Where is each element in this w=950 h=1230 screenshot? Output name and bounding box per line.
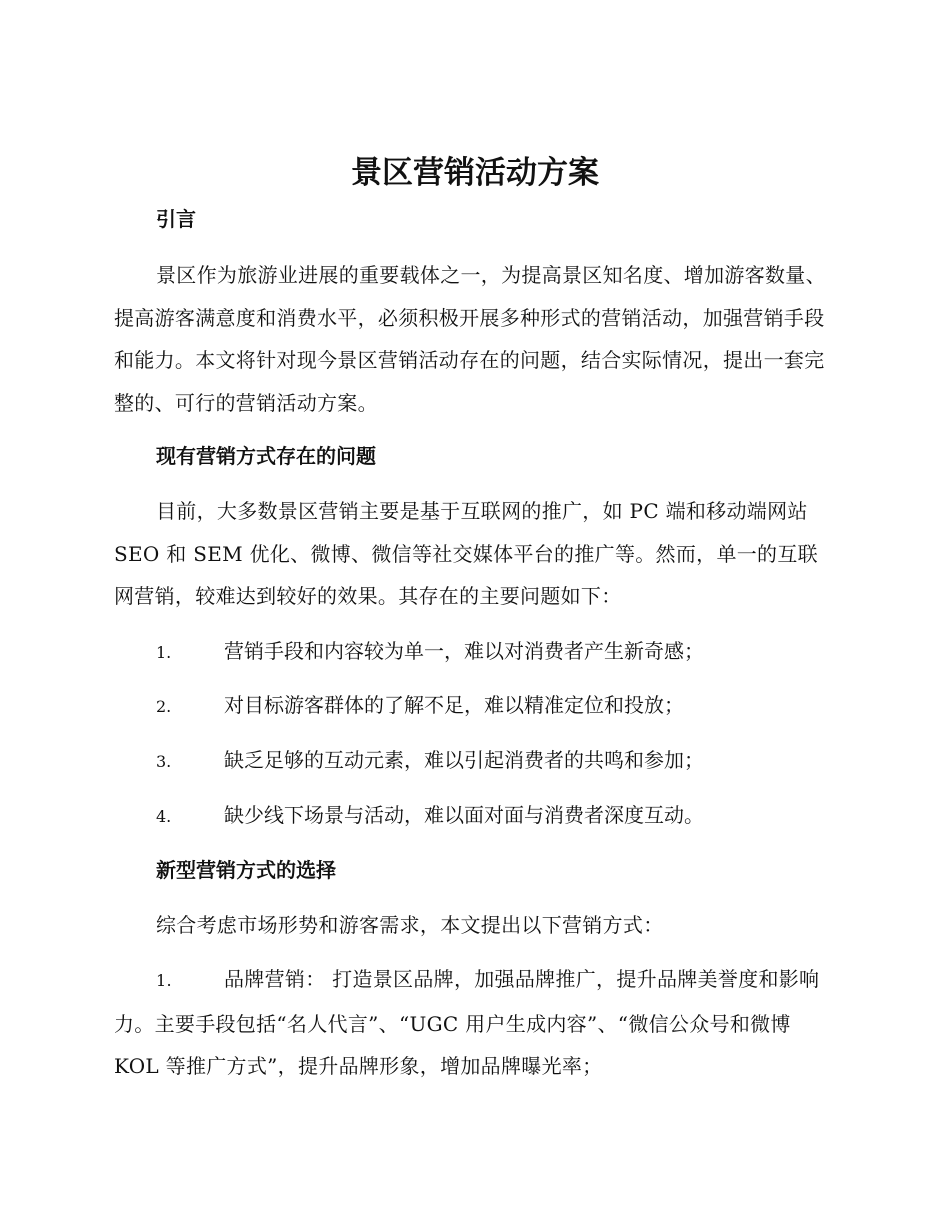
list-number: 1. <box>156 643 172 662</box>
list-item <box>156 800 846 832</box>
list-number: 3. <box>156 752 172 771</box>
document-title: 景区营销活动方案 <box>351 155 599 191</box>
section-heading-new-methods: 新型营销方式的选择 <box>156 858 336 882</box>
problems-paragraph: 目前，大多数景区营销主要是基于互联网的推广，如 PC 端和移动端网站 SEO 和 SEM 优化、微博、微信等社交媒体平台的推广等。然而，单一的互联网营销，较难达到较好的效果。其存在的主要问题如下： <box>114 499 818 608</box>
list-item <box>156 745 846 777</box>
list-number: 4. <box>156 807 172 826</box>
section-heading-intro: 引言 <box>156 207 196 231</box>
list-text: 缺乏足够的互动元素，难以引起消费者的共鸣和参加； <box>224 748 704 772</box>
list-text: 对目标游客群体的了解不足，难以精准定位和投放； <box>224 693 684 717</box>
list-text: 营销手段和内容较为单一，难以对消费者产生新奇感； <box>224 639 704 663</box>
list-item <box>114 958 840 1088</box>
new-methods-paragraph: 综合考虑市场形势和游客需求，本文提出以下营销方式： <box>156 913 664 937</box>
intro-paragraph: 景区作为旅游业进展的重要载体之一，为提高景区知名度、增加游客数量、提高游客满意度和消费水平，必须积极开展多种形式的营销活动，加强营销手段和能力。本文将针对现今景区营销活动存在的问题，结合实际情况，提出一套完整的、可行的营销活动方案。 <box>114 263 826 415</box>
section-heading-problems: 现有营销方式存在的问题 <box>156 444 376 468</box>
list-number: 1. <box>156 971 172 990</box>
list-number: 2. <box>156 697 172 716</box>
list-item <box>156 636 846 668</box>
list-text: 品牌营销： 打造景区品牌，加强品牌推广，提升品牌美誉度和影响力。主要手段包括“名人代言”、“UGC 用户生成内容”、“微信公众号和微博 KOL 等推广方式”，提升品牌形象，增加品牌曝光率； <box>114 967 820 1078</box>
list-item <box>156 690 846 722</box>
list-text: 缺少线下场景与活动，难以面对面与消费者深度互动。 <box>224 803 704 827</box>
